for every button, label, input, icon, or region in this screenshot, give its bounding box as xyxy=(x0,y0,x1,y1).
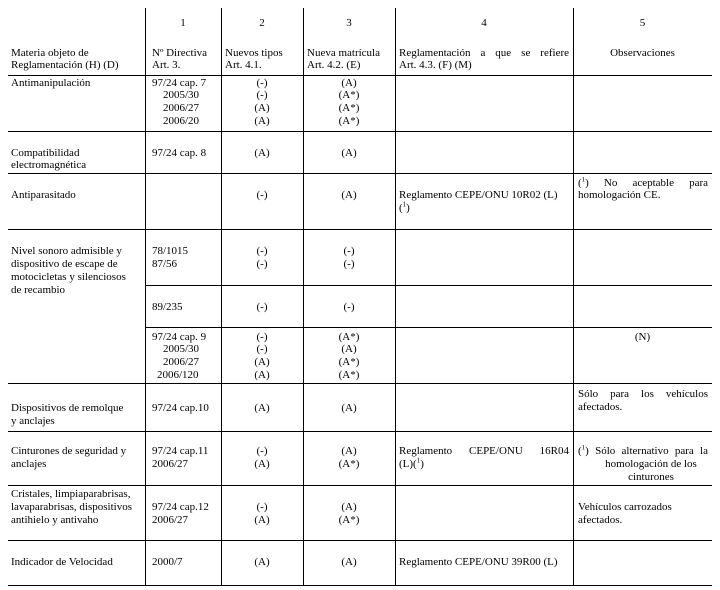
header-materia: Materia objeto de xyxy=(11,47,89,59)
cell-matricula: (-) xyxy=(343,258,355,270)
cell-nuevos: (A) xyxy=(254,147,270,159)
cell-materia: Dispositivos de remolque xyxy=(11,402,124,414)
cell-materia: y anclajes xyxy=(11,415,55,427)
cell-directiva: 97/24 cap.12 xyxy=(152,501,209,513)
cell-matricula: (A) xyxy=(341,402,357,414)
cell-directiva: 97/24 cap. 9 xyxy=(152,331,207,343)
cell-matricula: (A) xyxy=(341,445,357,457)
cell-nuevos: (A) xyxy=(254,356,270,368)
cell-directiva: 97/24 cap. 8 xyxy=(152,147,207,159)
cell-reglamento: Reglamento CEPE/ONU 10R02 (L) xyxy=(399,189,558,201)
col-number-4: 4 xyxy=(481,17,487,29)
cell-matricula: (A*) xyxy=(338,356,360,368)
cell-materia: Cinturones de seguridad y xyxy=(11,445,127,457)
cell-reglamento-footnote: (L)($^1$) xyxy=(399,456,424,470)
header-nuevos-tipos: Art. 4.1. xyxy=(225,59,262,71)
cell-matricula: (A*) xyxy=(338,115,360,127)
cell-nuevos: (-) xyxy=(256,77,268,89)
cell-reglamento: Reglamento CEPE/ONU 39R00 (L) xyxy=(399,556,558,568)
rule-row-7 xyxy=(8,540,712,541)
cell-directiva: 2006/27 xyxy=(152,514,189,526)
cell-nuevos: (A) xyxy=(254,556,270,568)
cell-matricula: (A) xyxy=(341,147,357,159)
cell-nuevos: (A) xyxy=(254,514,270,526)
col-number-3: 3 xyxy=(346,17,352,29)
rule-row-3 xyxy=(8,229,712,230)
cell-directiva: 2006/120 xyxy=(157,369,199,381)
col-divider-4 xyxy=(395,8,396,586)
cell-matricula: (A) xyxy=(341,343,357,355)
cell-matricula: (-) xyxy=(343,301,355,313)
cell-directiva: 2000/7 xyxy=(152,556,183,568)
col-divider-5 xyxy=(573,8,574,586)
cell-materia: anclajes xyxy=(11,458,47,470)
cell-directiva: 2005/30 xyxy=(163,343,200,355)
cell-matricula: (A*) xyxy=(338,102,360,114)
cell-nuevos: (-) xyxy=(256,445,268,457)
rule-table-bottom xyxy=(8,585,712,586)
header-nueva-matricula: Art. 4.2. (E) xyxy=(307,59,361,71)
cell-matricula: (-) xyxy=(343,245,355,257)
header-reglamentacion: Art. 4.3. (F) (M) xyxy=(399,59,472,71)
cell-materia: lavaparabrisas, dispositivos xyxy=(11,501,132,513)
cell-matricula: (A*) xyxy=(338,369,360,381)
header-directiva: Nº Directiva xyxy=(152,47,208,59)
rule-header-bottom xyxy=(8,75,712,76)
cell-nuevos: (-) xyxy=(256,245,268,257)
cell-materia: motocicletas y silenciosos xyxy=(11,271,126,283)
cell-matricula: (A*) xyxy=(338,89,360,101)
cell-observaciones: cinturones xyxy=(628,471,674,483)
rule-row-4 xyxy=(8,383,712,384)
cell-directiva: 89/235 xyxy=(152,301,183,313)
header-directiva: Art. 3. xyxy=(152,59,181,71)
cell-nuevos: (A) xyxy=(254,369,270,381)
cell-nuevos: (-) xyxy=(256,501,268,513)
cell-materia: Cristales, limpiaparabrisas, xyxy=(11,488,131,500)
cell-observaciones: Sólo para los vehículos xyxy=(578,388,708,400)
cell-observaciones: ($^1$) Sólo alternativo para la xyxy=(578,445,708,457)
cell-matricula: (A*) xyxy=(338,514,360,526)
col-divider-1 xyxy=(145,8,146,586)
cell-nuevos: (-) xyxy=(256,301,268,313)
rule-subrow-a xyxy=(145,285,712,286)
cell-matricula: (A*) xyxy=(338,458,360,470)
cell-directiva: 2006/27 xyxy=(163,102,200,114)
cell-materia: dispositivo de escape de xyxy=(11,258,118,270)
cell-observaciones: homologación de los xyxy=(605,458,697,470)
cell-matricula: (A) xyxy=(341,77,357,89)
cell-directiva: 2006/27 xyxy=(152,458,189,470)
cell-nuevos: (A) xyxy=(254,102,270,114)
rule-subrow-b xyxy=(145,327,712,328)
rule-row-2 xyxy=(8,173,712,174)
cell-observaciones: homologación CE. xyxy=(578,189,661,201)
cell-directiva: 87/56 xyxy=(152,258,178,270)
cell-materia: antihielo y antivaho xyxy=(11,514,99,526)
cell-nuevos: (A) xyxy=(254,115,270,127)
col-number-5: 5 xyxy=(639,17,646,29)
cell-reglamento-footnote: ($^1$) xyxy=(399,200,410,214)
cell-nuevos: (-) xyxy=(256,89,268,101)
cell-observaciones: ($^1$) No aceptable para xyxy=(578,177,708,189)
cell-directiva: 97/24 cap.10 xyxy=(152,402,209,414)
header-materia: Reglamentación (H) (D) xyxy=(11,59,119,71)
header-reglamentacion: Reglamentación a que se refiere xyxy=(399,47,569,59)
cell-nuevos: (A) xyxy=(254,402,270,414)
cell-nuevos: (-) xyxy=(256,258,268,270)
cell-nuevos: (-) xyxy=(256,189,268,201)
cell-materia: Compatibilidad xyxy=(11,147,80,159)
cell-directiva: 2006/27 xyxy=(163,356,200,368)
cell-materia: Antiparasitado xyxy=(11,189,76,201)
cell-materia: Antimanipulación xyxy=(11,77,91,89)
cell-matricula: (A*) xyxy=(338,331,360,343)
cell-observaciones: Vehículos carrozados xyxy=(578,501,672,513)
cell-materia: Nivel sonoro admisible y xyxy=(11,245,122,257)
col-number-1: 1 xyxy=(180,17,186,29)
col-number-2: 2 xyxy=(259,17,265,29)
cell-nuevos: (A) xyxy=(254,458,270,470)
cell-directiva: 97/24 cap.11 xyxy=(152,445,209,457)
header-nuevos-tipos: Nuevos tipos xyxy=(225,47,283,59)
cell-directiva: 2005/30 xyxy=(163,89,200,101)
cell-matricula: (A) xyxy=(341,189,357,201)
cell-observaciones: afectados. xyxy=(578,401,623,413)
rule-row-5 xyxy=(8,431,712,432)
cell-directiva: 97/24 cap. 7 xyxy=(152,77,207,89)
cell-matricula: (A) xyxy=(341,501,357,513)
rule-row-6 xyxy=(8,485,712,486)
cell-directiva: 78/1015 xyxy=(152,245,189,257)
rule-row-1 xyxy=(8,131,712,132)
cell-materia: Indicador de Velocidad xyxy=(11,556,113,568)
cell-nuevos: (-) xyxy=(256,331,268,343)
cell-nuevos: (-) xyxy=(256,343,268,355)
cell-directiva: 2006/20 xyxy=(163,115,200,127)
header-nueva-matricula: Nueva matrícula xyxy=(307,47,380,59)
cell-materia: de recambio xyxy=(11,284,66,296)
cell-observaciones: afectados. xyxy=(578,514,623,526)
cell-observaciones: (N) xyxy=(634,331,651,343)
header-observaciones: Observaciones xyxy=(610,47,675,59)
cell-reglamento: Reglamento CEPE/ONU 16R04 xyxy=(399,445,569,457)
cell-matricula: (A) xyxy=(341,556,357,568)
cell-materia: electromagnética xyxy=(11,159,87,171)
